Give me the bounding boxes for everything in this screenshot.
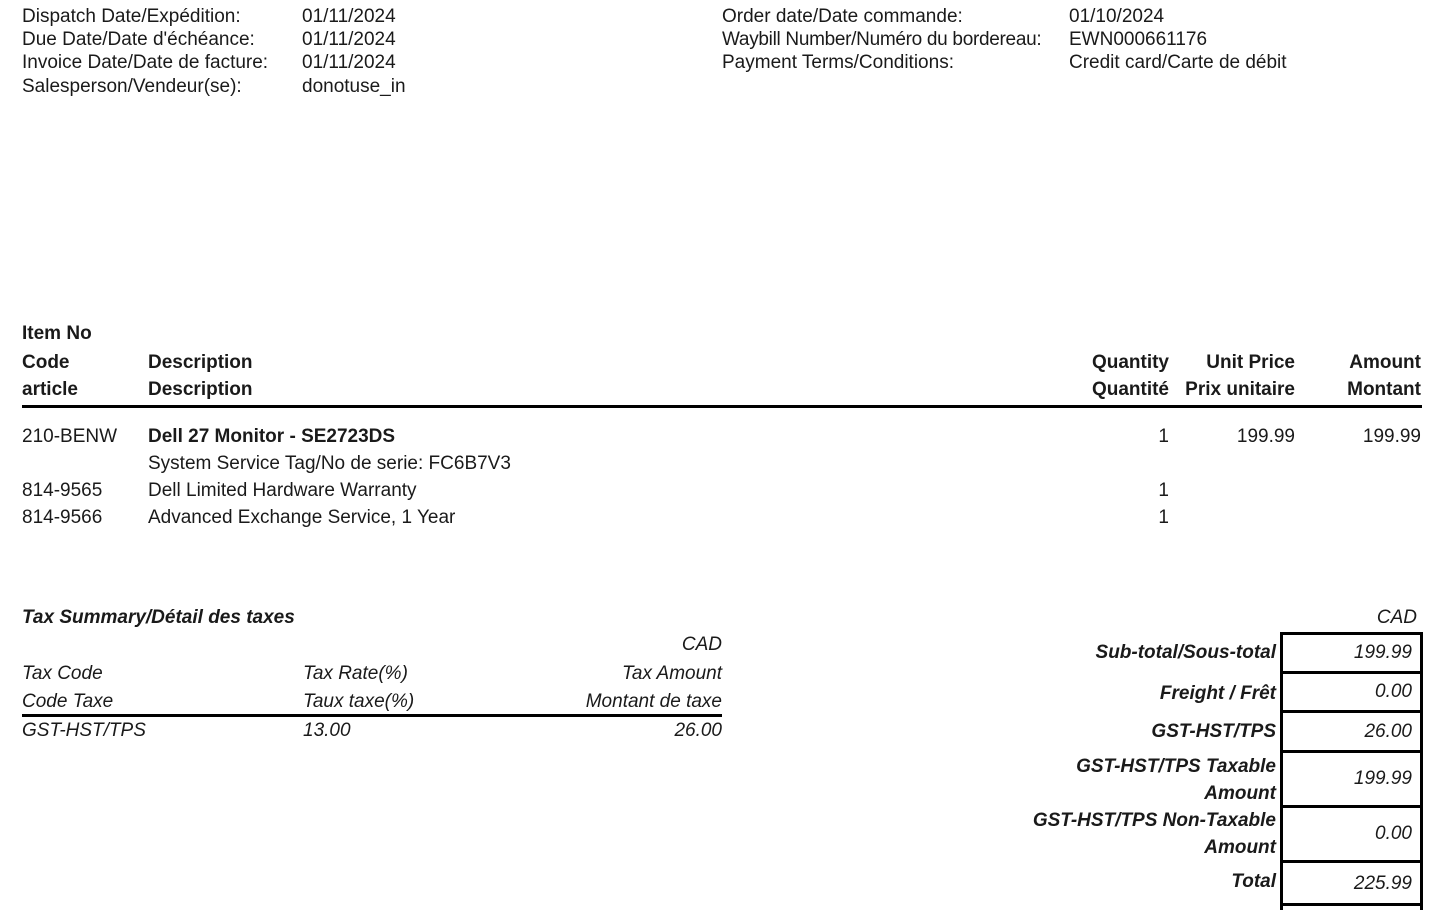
tax-summary-currency: CAD — [681, 634, 722, 655]
tax-row-amount: 26.00 — [674, 720, 722, 741]
nontaxable-value: 0.00 — [1375, 823, 1412, 844]
totals-currency: CAD — [1376, 607, 1417, 628]
tax-row-rate: 13.00 — [303, 720, 351, 741]
invoice-date-value: 01/11/2024 — [302, 52, 396, 73]
header-description: Description — [148, 352, 253, 373]
row-description: Dell 27 Monitor - SE2723DS — [148, 426, 396, 447]
tax-code-header-fr: Code Taxe — [22, 691, 114, 712]
waybill-label: Waybill Number/Numéro du bordereau: — [722, 29, 1042, 50]
freight-box — [1280, 671, 1423, 713]
freight-value: 0.00 — [1375, 681, 1412, 702]
tax-amount-header: Tax Amount — [622, 663, 722, 684]
nontaxable-box — [1280, 805, 1423, 863]
row-description: Dell Limited Hardware Warranty — [148, 480, 417, 501]
taxable-box — [1280, 750, 1423, 808]
tax-summary-title: Tax Summary/Détail des taxes — [22, 607, 295, 628]
row-code: 814-9565 — [22, 480, 103, 501]
tax-code-header: Tax Code — [22, 663, 103, 684]
row-description: System Service Tag/No de serie: FC6B7V3 — [148, 453, 511, 474]
header-unit-price: Unit Price — [1206, 352, 1295, 373]
salesperson-value: donotuse_in — [302, 76, 406, 97]
gst-label: GST-HST/TPS — [1151, 721, 1276, 742]
gst-value: 26.00 — [1364, 720, 1412, 742]
payment-terms-label: Payment Terms/Conditions: — [722, 52, 954, 73]
tax-rate-header-fr: Taux taxe(%) — [303, 691, 415, 712]
invoice-date-label: Invoice Date/Date de facture: — [22, 52, 269, 73]
subtotal-value: 199.99 — [1353, 642, 1412, 663]
row-description: Advanced Exchange Service, 1 Year — [148, 507, 456, 528]
header-code-fr: article — [22, 379, 78, 400]
total-value: 225.99 — [1353, 873, 1412, 894]
taxable-label-line2: Amount — [1204, 783, 1276, 804]
header-quantity-fr: Quantité — [1091, 379, 1169, 400]
nontaxable-label-line1: GST-HST/TPS Non-Taxable — [1032, 810, 1276, 831]
header-description-fr: Description — [148, 379, 253, 400]
row-quantity: 1 — [1158, 480, 1169, 501]
salesperson-label: Salesperson/Vendeur(se): — [22, 76, 242, 97]
tax-row-code: GST-HST/TPS — [22, 720, 146, 741]
payment-terms-value: Credit card/Carte de débit — [1069, 52, 1287, 73]
tax-summary-divider — [22, 714, 722, 717]
header-unit-price-fr: Prix unitaire — [1185, 379, 1295, 400]
header-amount-fr: Montant — [1347, 379, 1421, 400]
freight-label: Freight / Frêt — [1159, 683, 1276, 704]
table-header-divider — [22, 405, 1422, 408]
order-date-label: Order date/Date commande: — [722, 6, 963, 27]
dispatch-date-value: 01/11/2024 — [302, 6, 396, 27]
nontaxable-label-line2: Amount — [1204, 837, 1276, 858]
subtotal-label: Sub-total/Sous-total — [1095, 642, 1276, 663]
order-date-value: 01/10/2024 — [1069, 6, 1165, 27]
header-code: Code — [22, 352, 70, 373]
row-code: 814-9566 — [22, 507, 103, 528]
due-date-label: Due Date/Date d'échéance: — [22, 29, 255, 50]
waybill-value: EWN000661176 — [1069, 29, 1208, 50]
taxable-label-line1: GST-HST/TPS Taxable — [1076, 756, 1276, 777]
row-code: 210-BENW — [22, 426, 118, 447]
tax-amount-header-fr: Montant de taxe — [585, 691, 722, 712]
header-item-no: Item No — [22, 323, 92, 344]
header-quantity: Quantity — [1091, 352, 1169, 373]
row-quantity: 1 — [1158, 507, 1169, 528]
tax-rate-header: Tax Rate(%) — [303, 663, 408, 684]
total-box-underline — [1280, 903, 1423, 906]
total-label: Total — [1231, 871, 1276, 892]
row-amount: 199.99 — [1362, 426, 1421, 447]
gst-box — [1280, 710, 1423, 753]
taxable-value: 199.99 — [1353, 768, 1412, 789]
due-date-value: 01/11/2024 — [302, 29, 396, 50]
row-unit-price: 199.99 — [1236, 426, 1295, 447]
row-quantity: 1 — [1158, 426, 1169, 447]
subtotal-box — [1280, 632, 1423, 674]
dispatch-date-label: Dispatch Date/Expédition: — [22, 6, 241, 27]
header-amount: Amount — [1349, 352, 1421, 373]
